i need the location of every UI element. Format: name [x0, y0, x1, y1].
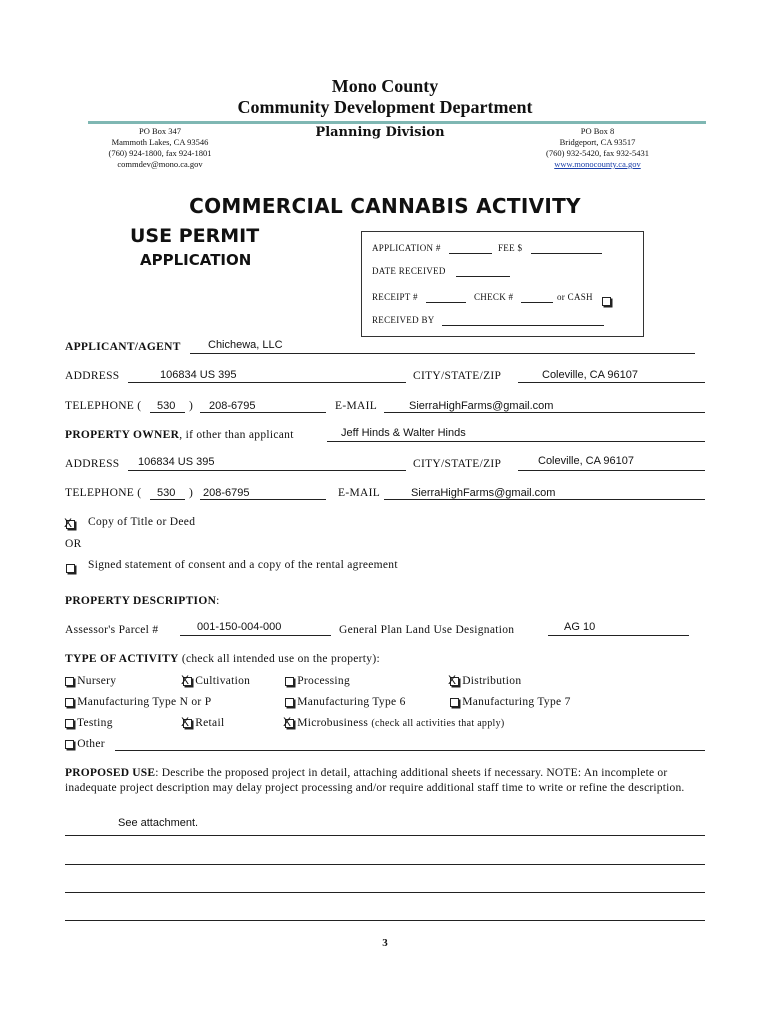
proposed-use-heading: PROPOSED USE: [65, 767, 156, 779]
nursery-checkbox[interactable]: [65, 677, 74, 686]
proposed-use-paragraph: [65, 766, 707, 795]
title-deed-label: Copy of Title or Deed: [88, 516, 196, 528]
applicant-agent-line: [190, 353, 695, 354]
apn-line: [180, 635, 331, 636]
activity-cultivation[interactable]: [183, 675, 250, 687]
check-field[interactable]: [521, 302, 553, 303]
applicant-address-label: ADDRESS: [65, 370, 120, 382]
applicant-area-line: [150, 412, 185, 413]
proposed-line-2[interactable]: [65, 864, 705, 865]
applicant-csz-label: CITY/STATE/ZIP: [413, 370, 502, 382]
proposed-line-3[interactable]: [65, 892, 705, 893]
applicant-address-value[interactable]: 106834 US 395: [160, 369, 237, 381]
consent-checkbox[interactable]: [66, 559, 75, 577]
owner-email-label: E-MAIL: [338, 487, 381, 499]
manufacturing-7-label: Manufacturing Type 7: [462, 696, 571, 708]
applicant-area-code[interactable]: 530: [157, 400, 176, 412]
or-text: OR: [65, 538, 82, 550]
receipt-field[interactable]: [426, 302, 466, 303]
owner-value[interactable]: Jeff Hinds & Walter Hinds: [341, 427, 466, 439]
applicant-phone-line: [200, 412, 326, 413]
cultivation-label: Cultivation: [195, 675, 251, 687]
applicant-address-line: [128, 382, 406, 383]
owner-label-row: [65, 429, 294, 441]
apn-value[interactable]: 001-150-004-000: [197, 621, 282, 633]
right-address-line: (760) 932-5420, fax 932-5431: [546, 148, 649, 158]
cash-checkbox[interactable]: [602, 292, 611, 310]
property-description-colon: :: [216, 595, 220, 607]
owner-area-line: [150, 499, 185, 500]
owner-phone-line: [200, 499, 326, 500]
owner-address-label: ADDRESS: [65, 458, 120, 470]
proposed-line-4[interactable]: [65, 920, 705, 921]
activity-manufacturing-np[interactable]: [65, 696, 211, 708]
activity-other[interactable]: [65, 738, 105, 750]
property-description-heading: PROPERTY DESCRIPTION: [65, 595, 217, 607]
proposed-use-text: : Describe the proposed project in detail, attaching additional sheets if necessary. NOTE: An incomplete or inadequate project description may delay project processing and/or require additional staff time to write or refine the description.: [65, 767, 685, 794]
activity-manufacturing-7[interactable]: [450, 696, 571, 708]
left-address-line: (760) 924-1800, fax 924-1801: [108, 148, 212, 158]
activity-microbusiness[interactable]: [285, 717, 505, 729]
owner-email-line: [384, 499, 705, 500]
property-description-heading-row: [65, 595, 220, 607]
cash-label: or CASH: [557, 292, 593, 302]
owner-paren: ): [189, 487, 194, 499]
left-address-line: Mammoth Lakes, CA 93546: [111, 137, 209, 147]
other-line[interactable]: [115, 750, 705, 751]
applicant-csz-line: [518, 382, 705, 383]
applicant-telephone-label: TELEPHONE (: [65, 400, 142, 412]
other-label: Other: [77, 738, 105, 750]
apn-label: Assessor's Parcel #: [65, 624, 159, 636]
proposed-use-value[interactable]: See attachment.: [118, 817, 199, 829]
distribution-checkbox[interactable]: [450, 677, 459, 686]
owner-csz-label: CITY/STATE/ZIP: [413, 458, 502, 470]
owner-label: PROPERTY OWNER: [65, 429, 180, 441]
application-title: APPLICATION: [140, 251, 252, 269]
applicant-agent-label: APPLICANT/AGENT: [65, 341, 181, 353]
testing-checkbox[interactable]: [65, 719, 74, 728]
processing-label: Processing: [297, 675, 351, 687]
consent-label: Signed statement of consent and a copy of the rental agreement: [88, 559, 398, 571]
fee-field[interactable]: [531, 253, 602, 254]
left-address-line: commdev@mono.ca.gov: [117, 159, 203, 169]
retail-checkbox[interactable]: [183, 719, 192, 728]
manufacturing-7-checkbox[interactable]: [450, 698, 459, 707]
gp-value[interactable]: AG 10: [564, 621, 596, 633]
activity-nursery[interactable]: [65, 675, 116, 687]
left-address-line: PO Box 347: [138, 126, 182, 136]
gp-line: [548, 635, 689, 636]
received-by-field[interactable]: [442, 325, 604, 326]
date-received-field[interactable]: [456, 276, 510, 277]
website-link[interactable]: www.monocounty.ca.gov: [554, 159, 641, 169]
activity-retail[interactable]: [183, 717, 224, 729]
received-by-label: RECEIVED BY: [372, 315, 435, 325]
check-label: CHECK #: [474, 292, 514, 302]
cultivation-checkbox[interactable]: [183, 677, 192, 686]
application-number-label: APPLICATION #: [372, 243, 441, 253]
owner-csz-value[interactable]: Coleville, CA 96107: [538, 455, 635, 467]
applicant-email-value[interactable]: SierraHighFarms@gmail.com: [409, 400, 554, 412]
activity-heading-row: [65, 653, 380, 665]
right-address: [530, 126, 665, 170]
distribution-label: Distribution: [462, 675, 522, 687]
county-title: Mono County: [331, 76, 439, 96]
owner-email-value[interactable]: SierraHighFarms@gmail.com: [411, 487, 556, 499]
nursery-label: Nursery: [77, 675, 117, 687]
division-title: Planning Division: [315, 125, 445, 140]
owner-phone[interactable]: 208-6795: [203, 487, 250, 499]
owner-address-value[interactable]: 106834 US 395: [138, 456, 215, 468]
activity-processing[interactable]: [285, 675, 350, 687]
owner-line: [327, 441, 705, 442]
use-permit-title: USE PERMIT: [130, 225, 260, 247]
proposed-line-1[interactable]: [65, 835, 705, 836]
microbusiness-checkbox[interactable]: [285, 719, 294, 728]
processing-checkbox[interactable]: [285, 677, 294, 686]
applicant-paren: ): [189, 400, 194, 412]
microbusiness-label: Microbusiness: [297, 717, 369, 729]
gp-label: General Plan Land Use Designation: [339, 624, 515, 636]
owner-telephone-label: TELEPHONE (: [65, 487, 142, 499]
activity-heading: TYPE OF ACTIVITY: [65, 653, 179, 665]
manufacturing-6-checkbox[interactable]: [285, 698, 294, 707]
applicant-phone[interactable]: 208-6795: [209, 400, 256, 412]
owner-csz-line: [518, 470, 705, 471]
manufacturing-np-label: Manufacturing Type N or P: [77, 696, 212, 708]
applicant-agent-value[interactable]: Chichewa, LLC: [208, 339, 283, 351]
receipt-label: RECEIPT #: [372, 292, 418, 302]
owner-label-suffix: , if other than applicant: [179, 429, 294, 441]
form-title: COMMERCIAL CANNABIS ACTIVITY: [189, 194, 581, 218]
department-title: Community Development Department: [237, 97, 533, 117]
owner-area-code[interactable]: 530: [157, 487, 176, 499]
manufacturing-6-label: Manufacturing Type 6: [297, 696, 406, 708]
right-address-line: Bridgeport, CA 93517: [559, 137, 636, 147]
title-deed-checkbox[interactable]: [66, 515, 75, 533]
applicant-email-label: E-MAIL: [335, 400, 378, 412]
activity-manufacturing-6[interactable]: [285, 696, 406, 708]
activity-heading-suffix: (check all intended use on the property):: [178, 653, 380, 665]
page-number: 3: [382, 937, 388, 949]
microbusiness-note: (check all activities that apply): [371, 718, 505, 729]
retail-label: Retail: [195, 717, 225, 729]
testing-label: Testing: [76, 717, 113, 729]
other-checkbox[interactable]: [65, 740, 74, 749]
fee-label: FEE $: [498, 243, 523, 253]
right-address-line: PO Box 8: [580, 126, 615, 136]
applicant-csz-value[interactable]: Coleville, CA 96107: [542, 369, 639, 381]
application-number-field[interactable]: [449, 253, 492, 254]
date-received-label: DATE RECEIVED: [372, 266, 446, 276]
header-rule: [88, 121, 706, 124]
applicant-email-line: [384, 412, 705, 413]
activity-testing[interactable]: [65, 717, 113, 729]
activity-distribution[interactable]: [450, 675, 521, 687]
owner-address-line: [128, 470, 406, 471]
manufacturing-np-checkbox[interactable]: [65, 698, 74, 707]
